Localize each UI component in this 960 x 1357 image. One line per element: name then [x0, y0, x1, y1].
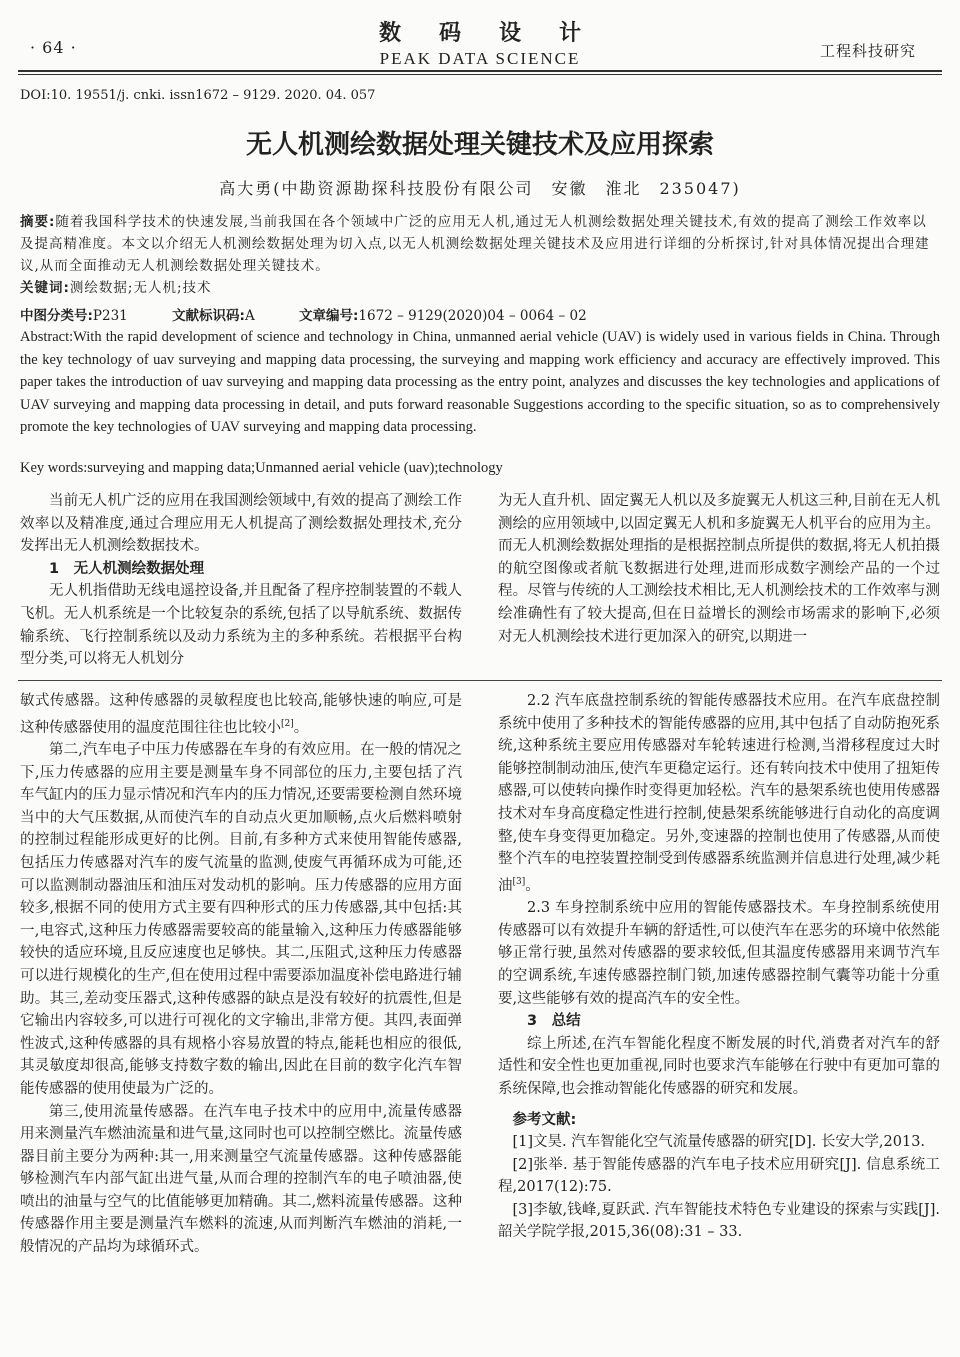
column-3	[20, 690, 462, 1259]
paragraph: 无人机指借助无线电遥控设备,并且配备了程序控制装置的不载人飞机。无人机系统是一个比较复杂的系统,包括了以导航系统、数据传输系统、飞行控制系统以及动力系统为主的多种系统。若根据平台构型分类,可以将无人机划分	[20, 583, 462, 668]
paragraph: 敏式传感器。这种传感器的灵敏程度也比较高,能够快速的响应,可是这种传感器使用的温度范围往往也比较小[2]。	[20, 693, 462, 736]
document-code: 文献标识码:A	[172, 308, 255, 324]
author-line: 高大勇(中勘资源勘探科技股份有限公司 安徽 淮北 235047)	[219, 179, 741, 198]
reference-item: [2]张举. 基于智能传感器的汽车电子技术应用研究[J]. 信息系统工程,2017(12):75.	[498, 1156, 940, 1196]
classification-row	[20, 304, 627, 324]
page-divider	[18, 680, 942, 681]
keywords-en-label: Key words:	[20, 460, 88, 476]
citation: [2]	[281, 718, 294, 729]
keywords-cn-label: 关键词:	[20, 280, 70, 296]
citation: [3]	[512, 876, 526, 887]
journal-name-en: PEAK DATA SCIENCE	[379, 49, 581, 68]
paragraph: 综上所述,在汽车智能化程度不断发展的时代,消费者对汽车的舒适性和安全性也更加重视,同时也要求汽车能够在行驶中有更加可靠的系统保障,也会推动智能化传感器的研究和发展。	[498, 1035, 940, 1097]
header-rule	[18, 70, 942, 72]
paragraph: 2.2 汽车底盘控制系统的智能传感器技术应用。在汽车底盘控制系统中使用了多种技术的智能传感器的应用,其中包括了自动防抱死系统,这种系统主要应用传感器对车轮转速进行检测,当滑移程度过大时能够控制制动油压,使汽车更稳定运行。还有转向技术中使用了扭矩传感器,可以使转向操作时变得更加轻松。汽车的悬架系统也使用传感器技术对车身高度稳定性进行控制,使悬架系统能够进行自动化的高度调整,使车身变得更加稳定。另外,变速器的控制也使用了传感器,从而使整个汽车的电控装置控制受到传感器系统监测并信息进行处理,减少耗油[3]。	[498, 693, 940, 894]
paragraph: 第三,使用流量传感器。在汽车电子技术中的应用中,流量传感器用来测量汽车燃油流量和进气量,这同时也可以控制空燃比。流量传感器目前主要分为两种:其一,用来测量空气流量传感器。这种传感器能够检测汽车内部气缸出进气量,从而合理的控制汽车的电子喷油器,使喷出的油量与空气的比值能够更加精确。其二,燃料流量传感器。这种传感器作用主要是测量汽车燃料的流速,从而判断汽车燃油的消耗,一般情况的产品均为球循环式。	[20, 1103, 462, 1256]
abstract-en	[20, 326, 940, 439]
header-rule-thin	[18, 74, 942, 75]
doi: DOI:10. 19551/j. cnki. issn1672 – 9129. 2020. 04. 057	[20, 88, 376, 103]
column-4	[498, 690, 940, 1244]
keywords-en-text: surveying and mapping data;Unmanned aerial vehicle (uav);technology	[87, 460, 503, 476]
column-1	[20, 490, 462, 671]
section-tag: 工程科技研究	[819, 42, 916, 60]
keywords-cn-text: 测绘数据;无人机;技术	[69, 280, 212, 296]
paragraph: 当前无人机广泛的应用在我国测绘领域中,有效的提高了测绘工作效率以及精准度,通过合理应用无人机提高了测绘数据处理技术,充分发挥出无人机测绘数据技术。	[20, 493, 462, 555]
section-heading: 3 总结	[527, 1013, 581, 1030]
abstract-en-text: With the rapid development of science and technology in China, unmanned aerial vehicle (UAV) is widely used in various fields in China. Through the key technology of uav surveying and mapping data processing, the surveying and mapping work efficiency and accuracy are effectively improved. This paper takes the introduction of uav surveying and mapping data processing as the entry point, analyzes and discusses the key technologies and applications of UAV surveying and mapping data processing in detail, and puts forward reasonable Suggestions according to the specific situation, so as to comprehensively promote the key technologies of UAV surveying and mapping data processing.	[20, 329, 940, 435]
keywords-en	[20, 460, 503, 477]
column-2	[498, 490, 940, 648]
paragraph: 2.3 车身控制系统中应用的智能传感器技术。车身控制系统使用传感器可以有效提升车辆的舒适性,可以使汽车在恶劣的环境中依然能够正常行驶,虽然对传感器的要求较低,但其温度传感器用来调节汽车的空调系统,车速传感器控制门锁,加速传感器控制气囊等功能十分重要,这些能够有效的提高汽车的安全性。	[498, 900, 940, 1007]
article-number: 文章编号:1672 – 9129(2020)04 – 0064 – 02	[299, 308, 587, 324]
paragraph: 为无人直升机、固定翼无人机以及多旋翼无人机这三种,目前在无人机测绘的应用领域中,以固定翼无人机和多旋翼无人机平台的应用为主。而无人机测绘数据处理指的是根据控制点所提供的数据,将无人机拍摄的航空图像或者航飞数据进行处理,进而形成数字测绘产品的一个过程。尽管与传统的人工测绘技术相比,无人机测绘技术的工作效率与测绘准确性有了较大提高,但在日益增长的测绘市场需求的影响下,必须对无人机测绘技术进行更加深入的研究,以期进一	[498, 493, 940, 645]
journal-header	[0, 16, 960, 69]
paragraph: 第二,汽车电子中压力传感器在车身的有效应用。在一般的情况之下,压力传感器的应用主要是测量车身不同部位的压力,主要包括了汽车气缸内的压力显示情况和汽车内的压力情况,还要需要检测自然环境当中的大气压数据,从而使汽车的自动点火更加顺畅,点火后燃料喷射的控制过程能形成更好的比例。目前,有多种方式来使用智能传感器,包括压力传感器对汽车的废气流量的监测,使废气再循环成为可能,还可以监测制动器油压和油压对发动机的影响。压力传感器的应用方面较多,根据不同的使用方式主要有四种形式的压力传感器,其中包括:其一,电容式,这种压力传感器需要较高的能量输入,这种压力传感器能够较快的适应环境,且反应速度也足够快。其二,压阻式,这种压力传感器可以进行规模化的生产,但在使用过程中需要添加温度补偿电路进行辅助。其三,差动变压器式,这种传感器的缺点是没有较好的抗震性,但是它输出内容较多,可以进行可视化的文字输出,非常方便。其四,表面弹性波式,这种传感器的具有规格小容易放置的特点,能耗也相应的很低,其灵敏度却很高,能够支持数字数的输出,因此在目前的数字化汽车智能传感器的使用使最为广泛的。	[20, 742, 462, 1097]
abstract-cn-label: 摘要:	[20, 214, 56, 230]
journal-name-cn: 数码设计	[378, 21, 619, 46]
abstract-en-label: Abstract:	[20, 329, 74, 345]
abstract-cn	[20, 211, 940, 299]
reference-item: [1]文昊. 汽车智能化空气流量传感器的研究[D]. 长安大学,2013.	[512, 1134, 926, 1151]
keywords-cn	[20, 277, 940, 299]
references	[498, 1109, 940, 1245]
section-heading: 1 无人机测绘数据处理	[49, 560, 205, 577]
references-heading: 参考文献:	[512, 1111, 577, 1128]
clc-number: 中图分类号:P231	[20, 308, 128, 324]
page-number: · 64 ·	[30, 38, 77, 57]
article-title: 无人机测绘数据处理关键技术及应用探索	[245, 130, 714, 160]
reference-item: [3]李敏,钱峰,夏跃武. 汽车智能技术特色专业建设的探索与实践[J]. 韶关学院学报,2015,36(08):31 – 33.	[498, 1201, 940, 1241]
abstract-cn-text: 随着我国科学技术的快速发展,当前我国在各个领域中广泛的应用无人机,通过无人机测绘数据处理关键技术,有效的提高了测绘工作效率以及提高精准度。本文以介绍无人机测绘数据处理为切入点,以无人机测绘数据处理关键技术及应用进行详细的分析探讨,针对具体情况提出合理建议,从而全面推动无人机测绘数据处理关键技术。	[20, 214, 930, 274]
